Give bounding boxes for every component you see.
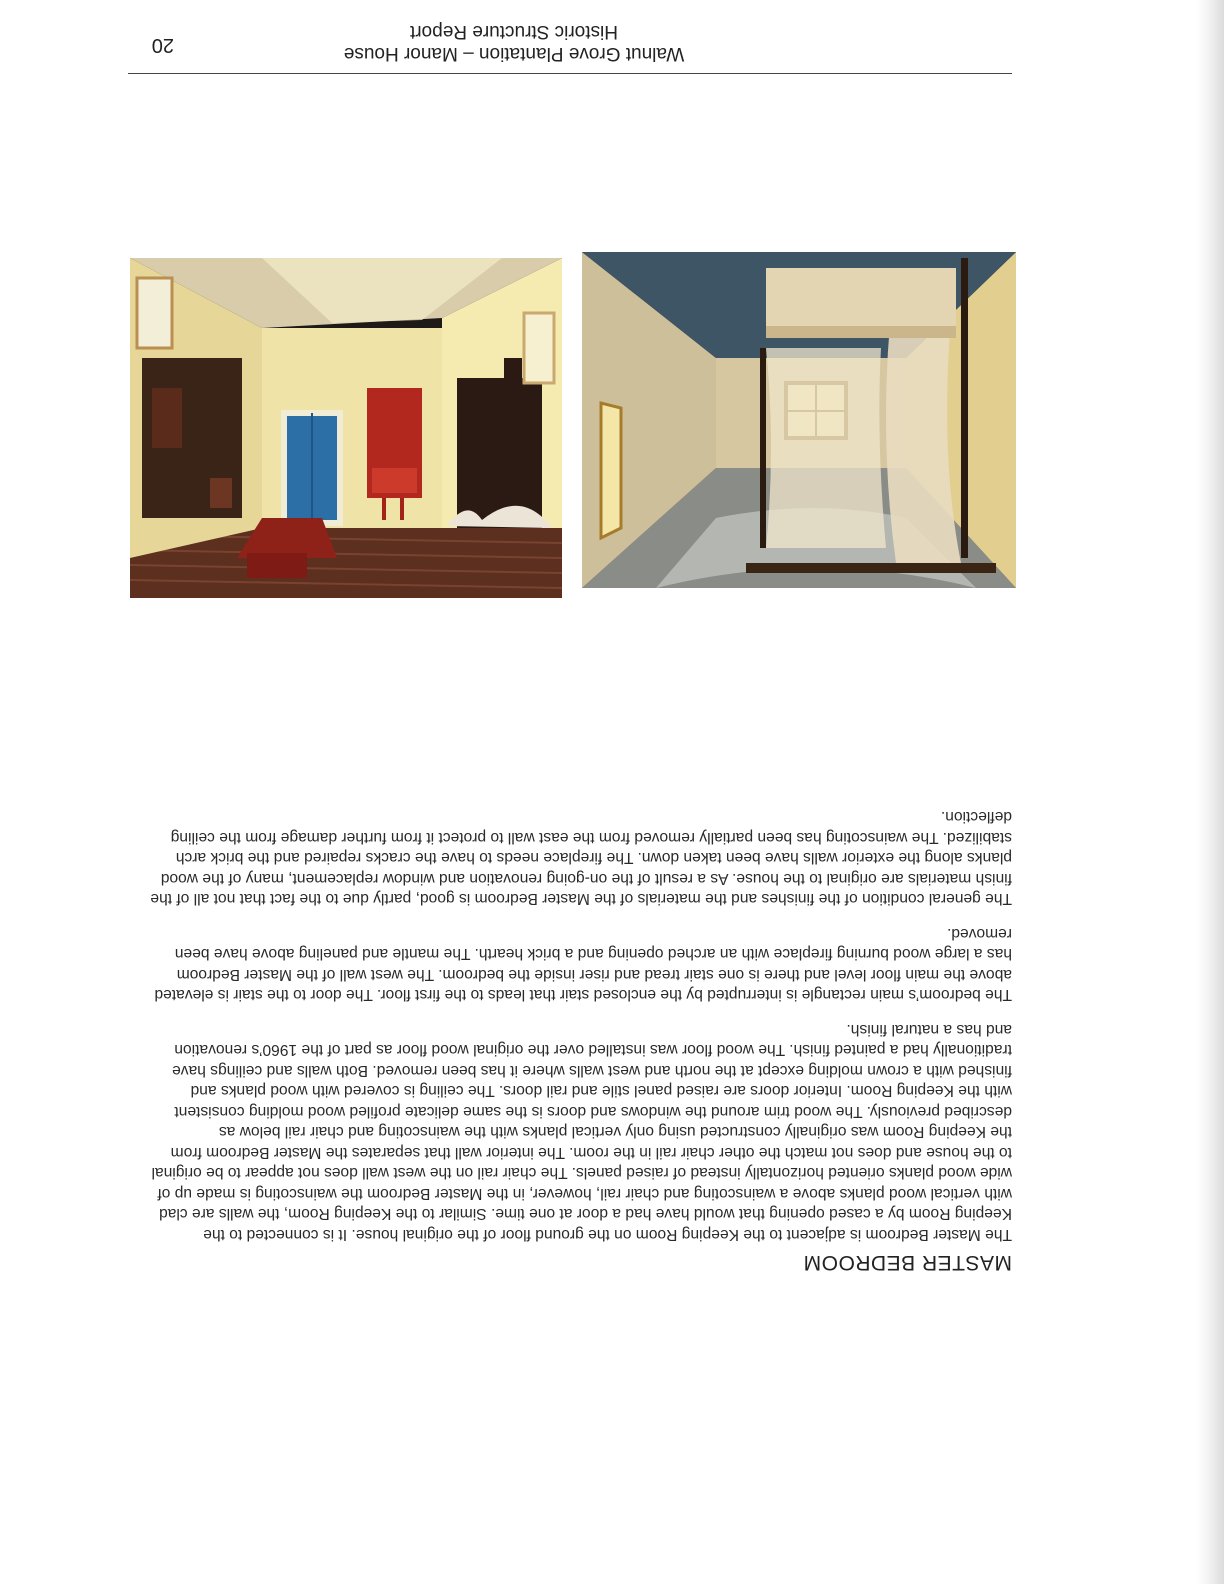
report-title-line2: Historic Structure Report bbox=[410, 21, 619, 42]
photo-stair-room bbox=[130, 258, 562, 598]
section-heading: MASTER BEDROOM bbox=[803, 1251, 1012, 1274]
paragraph: The Master Bedroom is adjacent to the Keeping Room on the ground floor of the original house. It is connected to the Keeping Room by a cased opening that would have had a door at one time. Similar to the Keeping Room, the walls are clad with vertical wood planks above a wainscoting and chair rail, however, in the Master Bedroom the wainscoting is made up of wide wood planks oriented horizontally instead of raised panels. The chair rail on the west wall does not appear to be original to the house and does not match the other chair rail in the room. The interior wall that separates the Master Bedroom from the Keeping Room was originally constructed using only vertical planks with the wainscoting and chair rail below as described previously. The wood trim around the windows and doors is the same delicate profiled wood molding consistent with the Keeping Room. Interior doors are raised panel stile and rail doors. The ceiling is covered with wood planks and finished with a crown molding except at the north and west walls where it has been removed. Both walls and ceilings have traditionally had a painted finish. The wood floor was installed over the original wood floor as part of the 1960’s renovation and has a natural finish. bbox=[151, 1021, 1012, 1243]
photo-master-bedroom-image bbox=[582, 252, 1016, 588]
report-title bbox=[274, 20, 754, 64]
scan-edge bbox=[1196, 0, 1224, 1584]
photo-stair-room-image bbox=[130, 258, 562, 598]
report-title-line1: Walnut Grove Plantation – Manor House bbox=[343, 43, 685, 64]
paragraph: The general condition of the finishes and the materials of the Master Bedroom is good, partly due to the fact that not all of the finish materials are original to the house. As a result of the on-going renovation and window replacement, many of the wood planks along the exterior walls have been taken down. The fireplace needs to have the cracks repaired and the brick arch stabilized. The wainscoting has been partially removed from the east wall to protect it from further damage from the ceiling deflection. bbox=[150, 808, 1012, 908]
paragraph: The bedroom’s main rectangle is interrupted by the enclosed stair that leads to the first floor. The door to the stair is elevated above the main floor level and there is one stair tread and riser inside the bedroom. The west wall of the Master Bedroom has a large wood burning fireplace with an arched opening and a brick hearth. The mantle and paneling above have been removed. bbox=[154, 925, 1012, 1004]
header-rule bbox=[128, 73, 1012, 74]
section-body bbox=[150, 792, 1012, 1244]
page-number: 20 bbox=[151, 34, 174, 56]
photo-master-bedroom bbox=[582, 252, 1016, 588]
